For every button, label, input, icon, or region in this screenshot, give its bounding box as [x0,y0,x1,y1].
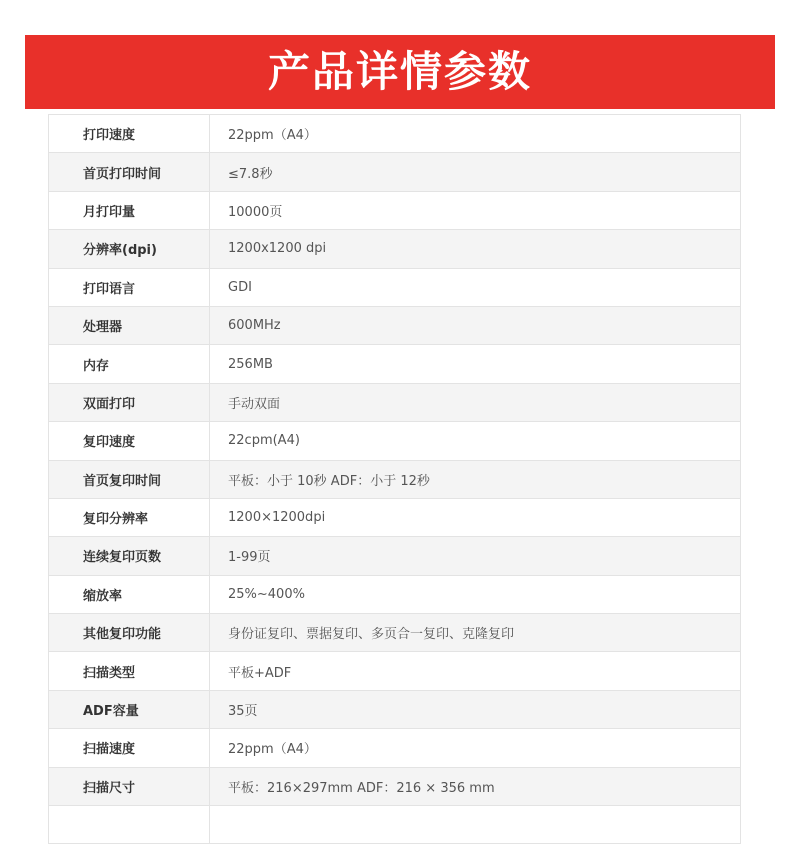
spec-label: 处理器 [49,306,210,344]
spec-value: 35页 [210,690,741,728]
spec-label: 分辨率(dpi) [49,230,210,268]
spec-value: 手动双面 [210,383,741,421]
table-row [49,153,741,191]
spec-label: 打印速度 [49,115,210,153]
table-row [49,345,741,383]
spec-label: 复印分辨率 [49,498,210,536]
table-row [49,652,741,690]
spec-label: 复印速度 [49,422,210,460]
table-row [49,614,741,652]
spec-label: ADF容量 [49,690,210,728]
header-banner [25,35,775,109]
spec-value: 25%~400% [210,575,741,613]
table-row [49,268,741,306]
spec-value: 平板+ADF [210,652,741,690]
spec-value: GDI [210,268,741,306]
spec-label: 扫描类型 [49,652,210,690]
table-row [49,115,741,153]
spec-value: 10000页 [210,191,741,229]
table-row [49,729,741,767]
spec-value: 22ppm（A4） [210,729,741,767]
table-row [49,306,741,344]
spec-label: 双面打印 [49,383,210,421]
table-row [49,191,741,229]
spec-value: 身份证复印、票据复印、多页合一复印、克隆复印 [210,614,741,652]
table-row [49,767,741,805]
spec-value: 平板：小于 10秒 ADF：小于 12秒 [210,460,741,498]
spec-label [49,806,210,844]
spec-table [48,114,741,844]
spec-label: 月打印量 [49,191,210,229]
spec-label: 缩放率 [49,575,210,613]
spec-label: 连续复印页数 [49,537,210,575]
spec-value: 22cpm(A4) [210,422,741,460]
spec-value: 256MB [210,345,741,383]
spec-value: 1-99页 [210,537,741,575]
table-row [49,498,741,536]
table-row [49,460,741,498]
spec-value: 平板：216×297mm ADF：216 × 356 mm [210,767,741,805]
spec-value: 1200×1200dpi [210,498,741,536]
table-row [49,383,741,421]
table-row [49,422,741,460]
table-row [49,575,741,613]
spec-value: 1200x1200 dpi [210,230,741,268]
spec-value: 600MHz [210,306,741,344]
spec-value [210,806,741,844]
spec-label: 首页打印时间 [49,153,210,191]
spec-label: 打印语言 [49,268,210,306]
table-row [49,690,741,728]
spec-label: 首页复印时间 [49,460,210,498]
spec-label: 扫描尺寸 [49,767,210,805]
table-row [49,537,741,575]
table-row [49,230,741,268]
table-row [49,806,741,844]
spec-value: ≤7.8秒 [210,153,741,191]
banner-title: 产品详情参数 [267,47,532,96]
spec-label: 内存 [49,345,210,383]
spec-label: 其他复印功能 [49,614,210,652]
spec-label: 扫描速度 [49,729,210,767]
spec-value: 22ppm（A4） [210,115,741,153]
